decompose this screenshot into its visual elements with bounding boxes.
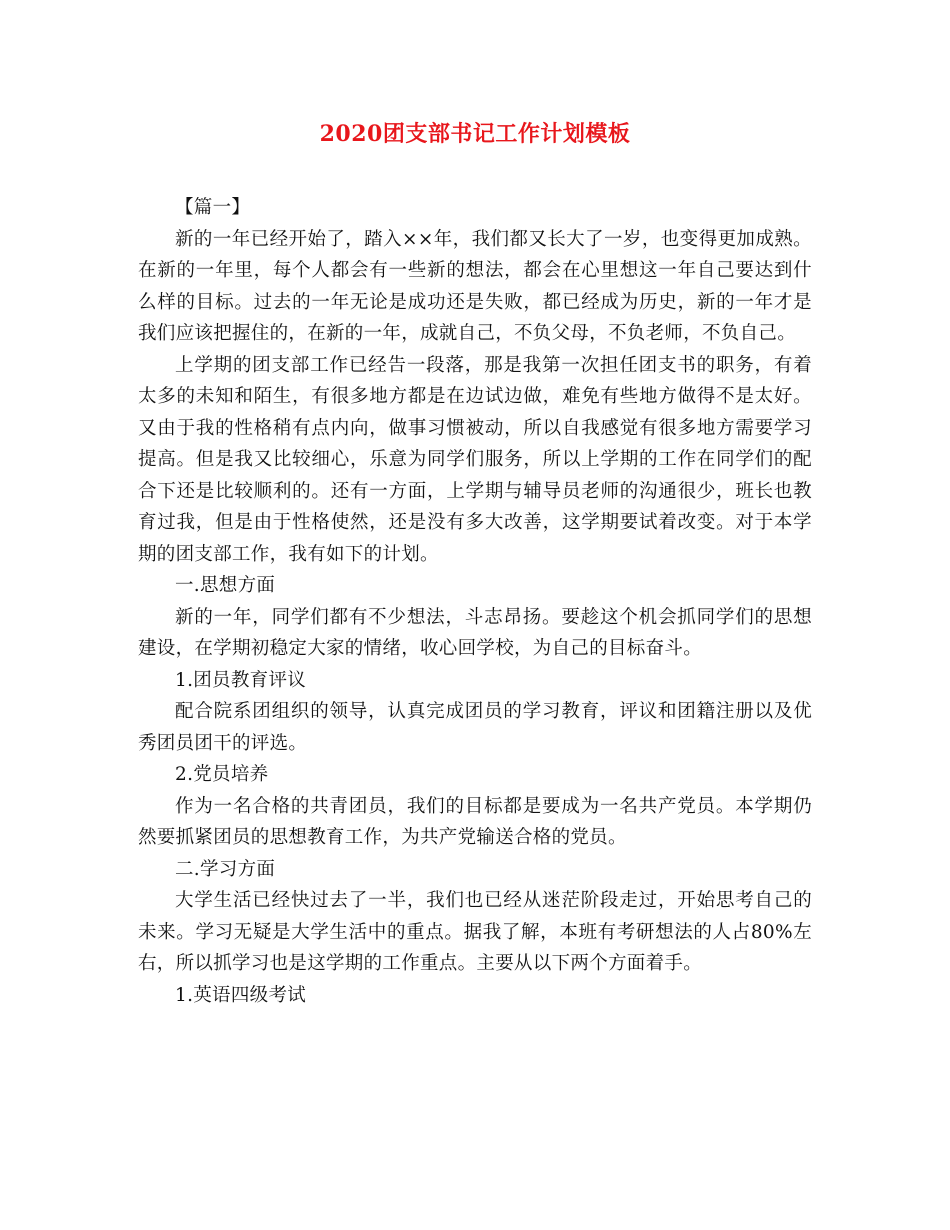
- subsection-heading: 1.英语四级考试: [175, 984, 307, 1006]
- paragraph: 新的一年已经开始了，踏入××年，我们都又长大了一岁，也变得更加成熟。在新的一年里，每个人都会有一些新的想法，都会在心里想这一年自己要达到什么样的目标。过去的一年无论是成功还是失败，都已经成为历史，新的一年才是我们应该把握住的，在新的一年，成就自己，不负父母，不负老师，不负自己。: [138, 228, 812, 344]
- section-label: 【篇一】: [175, 197, 251, 218]
- subsection-heading: 1.团员教育评议: [175, 669, 307, 691]
- paragraph: 配合院系团组织的领导，认真完成团员的学习教育，评议和团籍注册以及优秀团员团干的评选。: [138, 701, 812, 754]
- document-body: [138, 192, 812, 1011]
- paragraph: 上学期的团支部工作已经告一段落，那是我第一次担任团支书的职务，有着太多的未知和陌生，有很多地方都是在边试边做，难免有些地方做得不是太好。又由于我的性格稍有点内向，做事习惯被动，所以自我感觉有很多地方需要学习提高。但是我又比较细心，乐意为同学们服务，所以上学期的工作在同学们的配合下还是比较顺利的。还有一方面，上学期与辅导员老师的沟通很少，班长也教育过我，但是由于性格使然，还是没有多大改善，这学期要试着改变。对于本学期的团支部工作，我有如下的计划。: [138, 354, 812, 565]
- section-heading: 一.思想方面: [175, 575, 276, 596]
- paragraph: 大学生活已经快过去了一半，我们也已经从迷茫阶段走过，开始思考自己的未来。学习无疑是大学生活中的重点。据我了解，本班有考研想法的人占80%左右，所以抓学习也是这学期的工作重点。主要从以下两个方面着手。: [138, 890, 812, 974]
- section-heading: 二.学习方面: [175, 858, 276, 880]
- subsection-heading: 2.党员培养: [175, 764, 269, 785]
- paragraph: 作为一名合格的共青团员，我们的目标都是要成为一名共产党员。本学期仍然要抓紧团员的思想教育工作，为共产党输送合格的党员。: [138, 795, 812, 848]
- document-title: 2020团支部书记工作计划模板: [319, 121, 631, 147]
- paragraph: 新的一年，同学们都有不少想法，斗志昂扬。要趁这个机会抓同学们的思想建设，在学期初稳定大家的情绪，收心回学校，为自己的目标奋斗。: [138, 606, 812, 659]
